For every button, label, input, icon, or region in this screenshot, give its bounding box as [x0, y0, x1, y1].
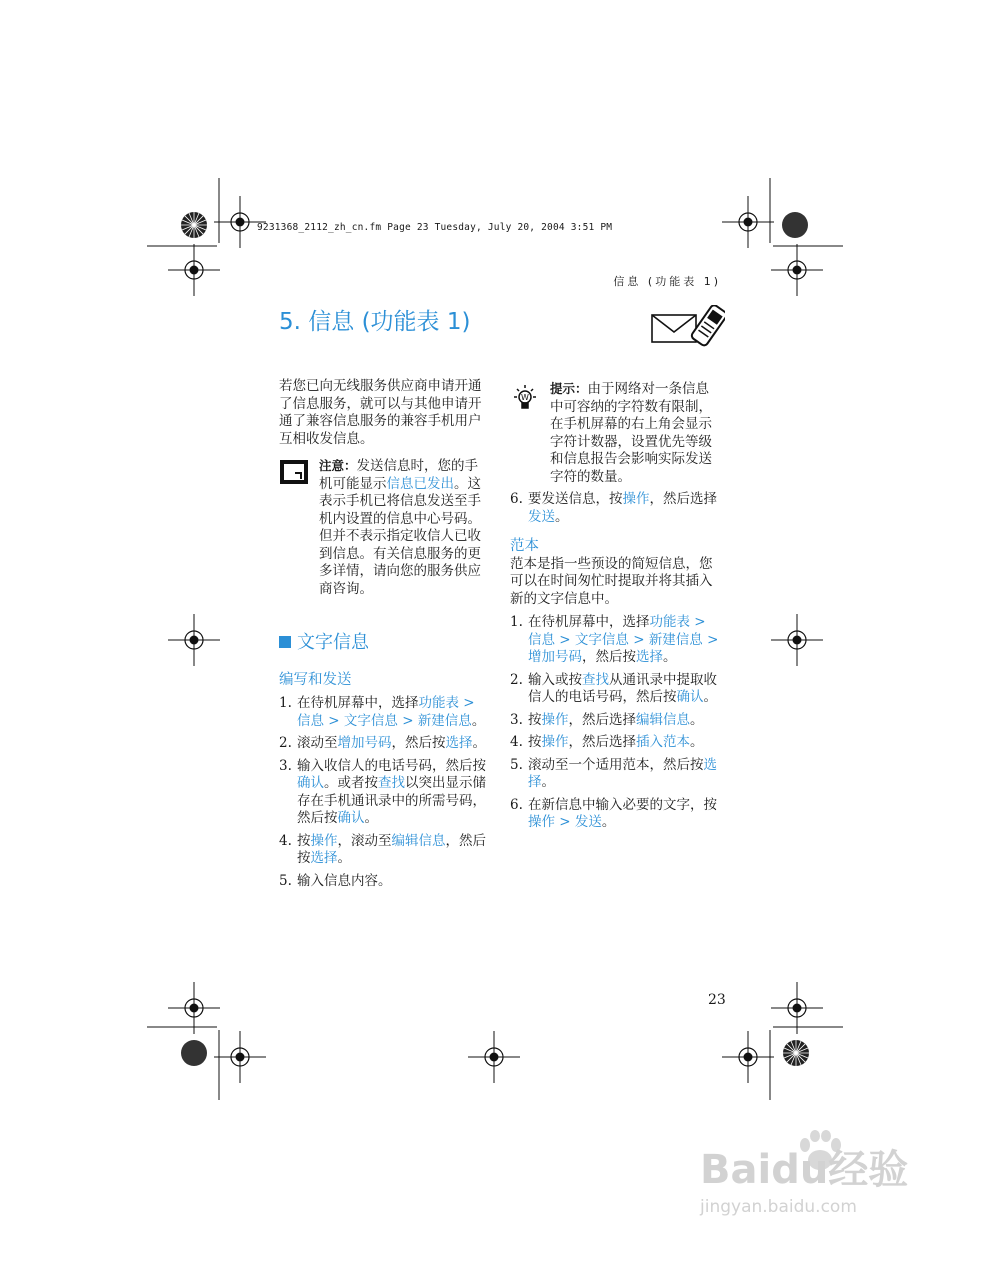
page-number: 23	[708, 992, 726, 1008]
write-send-steps	[279, 695, 487, 890]
running-header: 信息 (功能表 1)	[613, 275, 721, 288]
tip-block: W 提示：由于网络对一条信息中可容纳的字符数有限制，在手机屏幕的右上角会显示字符计数器，设置优先等级和信息报告会影响实际发送字符的数量。	[510, 380, 720, 486]
subheading-write-send: 编写和发送	[279, 671, 352, 688]
list-item: 5. 滚动至一个适用范本，然后按选择。	[510, 756, 717, 790]
note-block: 注意：发送信息时，您的手机可能显示信息已发出。这表示手机已将信息发送至手机内设置的信息中心号码。但并不表示指定收信人已收到信息。有关信息服务的更多详情，请向您的服务供应商咨询。	[279, 457, 487, 598]
list-item: 4. 按操作，滚动至编辑信息，然后按选择。	[279, 832, 486, 866]
baidu-watermark	[700, 1138, 908, 1217]
lightbulb-icon	[510, 384, 540, 414]
chapter-title: 5. 信息 (功能表 1)	[279, 309, 471, 335]
right-column	[510, 380, 720, 837]
svg-text:W: W	[521, 393, 529, 402]
envelope-phone-icon	[650, 305, 725, 350]
list-item: 4. 按操作，然后选择插入范本。	[510, 734, 704, 750]
send-step	[510, 491, 720, 526]
list-item: 3. 输入收信人的电话号码，然后按确认。或者按查找以突出显示储存在手机通讯录中的所需号码，然后按确认。	[279, 757, 486, 826]
tip-label: 提示：	[550, 381, 588, 396]
note-icon	[279, 459, 309, 485]
left-column	[279, 378, 487, 895]
templates-intro: 范本是指一些预设的简短信息，您可以在时间匆忙时提取并将其插入新的文字信息中。	[510, 555, 713, 607]
note-link: 信息已发出	[386, 475, 454, 492]
section-title: 文字信息	[279, 634, 487, 652]
list-item: 6. 在新信息中输入必要的文字，按操作 > 发送。	[510, 796, 717, 830]
list-item: 3. 按操作，然后选择编辑信息。	[510, 711, 704, 728]
list-item: 5. 输入信息内容。	[279, 872, 392, 889]
list-item: 1. 在待机屏幕中，选择功能表 > 信息 > 文字信息 > 新建信息。	[279, 695, 486, 729]
subheading-templates: 范本	[510, 538, 539, 554]
file-info: 9231368_2112_zh_cn.fm Page 23 Tuesday, July 20, 2004 3:51 PM	[257, 222, 613, 233]
note-label: 注意：	[319, 458, 357, 473]
list-item: 2. 输入或按查找从通讯录中提取收信人的电话号码，然后按确认。	[510, 671, 717, 705]
list-item: 6. 要发送信息，按操作，然后选择发送。	[510, 491, 717, 525]
template-steps	[510, 614, 720, 832]
intro-paragraph: 若您已向无线服务供应商申请开通了信息服务，就可以与其他申请开通了兼容信息服务的兼容手机用户互相收发信息。	[279, 378, 482, 447]
list-item: 2. 滚动至增加号码，然后按选择。	[279, 735, 486, 751]
square-bullet-icon	[279, 636, 291, 648]
list-item: 1. 在待机屏幕中，选择功能表 > 信息 > 文字信息 > 新建信息 > 增加号码，然后按选择。	[510, 614, 719, 665]
watermark-url: jingyan.baidu.com	[700, 1197, 857, 1217]
watermark-brand: Baidu经验	[700, 1147, 909, 1193]
